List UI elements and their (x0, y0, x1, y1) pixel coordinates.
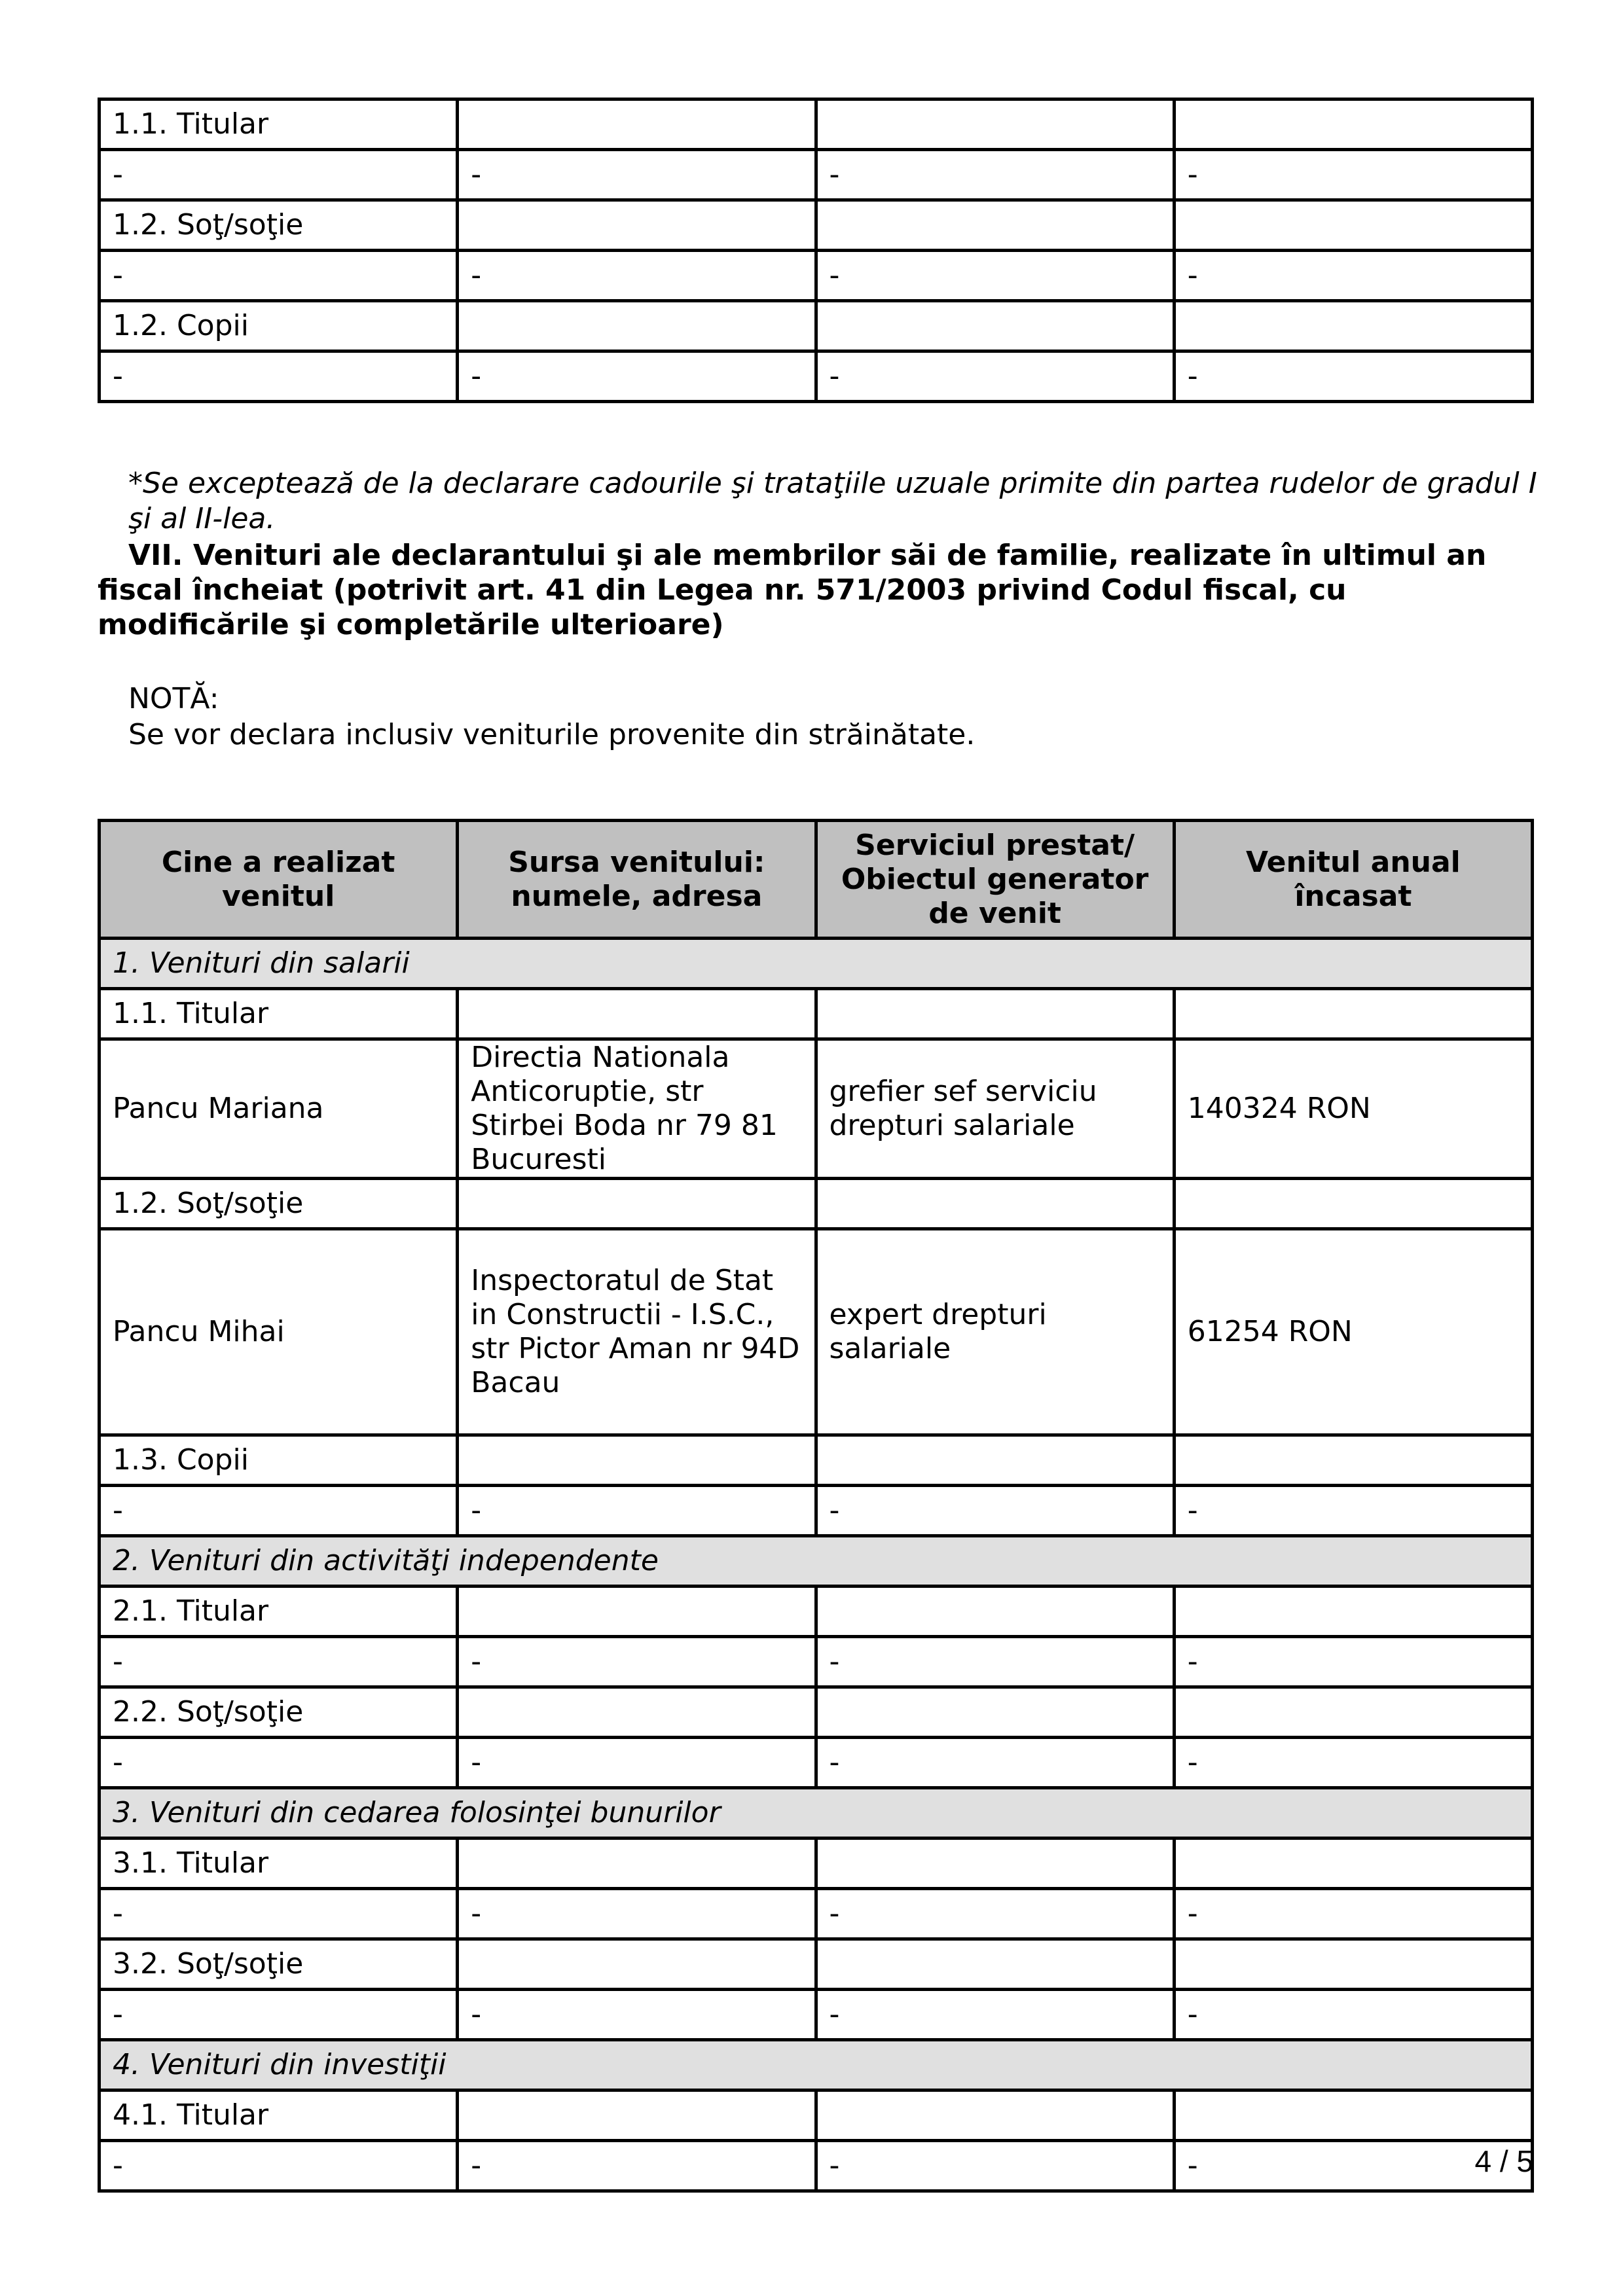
table-cell: - (100, 1889, 458, 1939)
table-row (100, 2141, 1533, 2191)
column-header: Venitul anual încasat (1174, 821, 1532, 939)
table-cell (1174, 301, 1532, 351)
table-row (100, 989, 1533, 1039)
table-row (100, 1839, 1533, 1889)
gifts-table (98, 98, 1534, 403)
table-cell: - (816, 1637, 1174, 1687)
table-cell (816, 2090, 1174, 2141)
note-title: NOTĂ: (128, 682, 219, 715)
table-cell: - (458, 1738, 816, 1788)
table-cell: - (100, 251, 458, 301)
table-cell (1174, 1687, 1532, 1738)
table-cell: 4.1. Titular (100, 2090, 458, 2141)
table-cell: 61254 RON (1174, 1229, 1532, 1435)
table-cell (1174, 1435, 1532, 1486)
table-cell: 140324 RON (1174, 1039, 1532, 1179)
table-cell (1174, 2090, 1532, 2141)
table-row (100, 1435, 1533, 1486)
table-cell: - (458, 251, 816, 301)
table-cell (816, 1179, 1174, 1229)
table-cell (1174, 1839, 1532, 1889)
table-cell: Pancu Mihai (100, 1229, 458, 1435)
table-header-row (100, 821, 1533, 939)
page-number: 4 / 5 (1474, 2144, 1533, 2178)
table-cell (458, 989, 816, 1039)
table-cell: 1.2. Soţ/soţie (100, 200, 458, 251)
table-cell (1174, 1939, 1532, 1990)
table-cell: - (1174, 2141, 1532, 2191)
table-row (100, 1179, 1533, 1229)
table-row (100, 1687, 1533, 1738)
note-text: Se vor declara inclusiv veniturile provenite din străinătate. (128, 718, 976, 751)
table-cell: Pancu Mariana (100, 1039, 458, 1179)
table-cell (1174, 1587, 1532, 1637)
table-row (100, 1039, 1533, 1179)
table-cell (458, 1839, 816, 1889)
table-cell: - (816, 1889, 1174, 1939)
table-cell (1174, 1179, 1532, 1229)
table-cell: 2.1. Titular (100, 1587, 458, 1637)
table-cell (816, 200, 1174, 251)
table-cell: - (458, 1637, 816, 1687)
table-cell (1174, 989, 1532, 1039)
table-cell: - (1174, 1889, 1532, 1939)
table-row (100, 1889, 1533, 1939)
table-cell: - (1174, 1486, 1532, 1536)
table-cell: - (816, 1990, 1174, 2040)
table-row (100, 1587, 1533, 1637)
table-cell: - (458, 351, 816, 402)
section-label: 3. Venituri din cedarea folosinţei bunurilor (100, 1788, 1533, 1839)
table-cell: - (816, 1738, 1174, 1788)
table-cell (816, 989, 1174, 1039)
table-cell: - (1174, 351, 1532, 402)
table-cell: - (100, 1738, 458, 1788)
table-cell (458, 301, 816, 351)
section-row (100, 1788, 1533, 1839)
section-row (100, 1536, 1533, 1587)
table-cell (816, 1839, 1174, 1889)
table-row (100, 1229, 1533, 1435)
table-cell (458, 1587, 816, 1637)
table-row (100, 200, 1533, 251)
table-cell: Inspectoratul de Stat in Constructii - I.S.C., str Pictor Aman nr 94D Bacau (458, 1229, 816, 1435)
table-cell: - (100, 1990, 458, 2040)
table-cell (458, 99, 816, 150)
section-heading: VII. Venituri ale declarantului şi ale membrilor săi de familie, realizate în ultimul an fiscal încheiat (potrivit art. 41 din Legea nr. 571/2003 privind Codul fiscal, cu modificările şi completările ulterioare) (98, 539, 1487, 641)
table-cell (816, 99, 1174, 150)
table-cell: 3.2. Soţ/soţie (100, 1939, 458, 1990)
table-cell: 1.2. Copii (100, 301, 458, 351)
table-cell (816, 1939, 1174, 1990)
column-header: Serviciul prestat/ Obiectul generator de venit (816, 821, 1174, 939)
section-label: 4. Venituri din investiţii (100, 2040, 1533, 2090)
table-row (100, 1486, 1533, 1536)
table-cell: - (100, 150, 458, 200)
table-cell: - (816, 2141, 1174, 2191)
income-table (98, 819, 1534, 2193)
table-cell: 1.1. Titular (100, 989, 458, 1039)
section-label: 2. Venituri din activităţi independente (100, 1536, 1533, 1587)
table-cell: - (458, 1990, 816, 2040)
table-row (100, 150, 1533, 200)
table-cell: - (1174, 1990, 1532, 2040)
table-cell (458, 1435, 816, 1486)
table-cell: 3.1. Titular (100, 1839, 458, 1889)
table-cell (458, 200, 816, 251)
table-cell: - (816, 351, 1174, 402)
table-row (100, 251, 1533, 301)
table-row (100, 1738, 1533, 1788)
table-row (100, 1637, 1533, 1687)
table-cell (458, 1179, 816, 1229)
table-cell (1174, 200, 1532, 251)
table-row (100, 301, 1533, 351)
table-cell: - (458, 1486, 816, 1536)
table-row (100, 1939, 1533, 1990)
table-cell (816, 301, 1174, 351)
table-cell: expert drepturi salariale (816, 1229, 1174, 1435)
table-cell (1174, 99, 1532, 150)
table-cell: 1.2. Soţ/soţie (100, 1179, 458, 1229)
column-header: Cine a realizat venitul (100, 821, 458, 939)
table-row (100, 99, 1533, 150)
table-cell (458, 1687, 816, 1738)
section-row (100, 2040, 1533, 2090)
table-cell: grefier sef serviciu drepturi salariale (816, 1039, 1174, 1179)
table-cell (458, 2090, 816, 2141)
table-cell: - (816, 150, 1174, 200)
table-cell: - (1174, 1637, 1532, 1687)
table-cell: - (816, 251, 1174, 301)
table-cell: 1.1. Titular (100, 99, 458, 150)
table-cell: - (458, 2141, 816, 2191)
footnote: *Se exceptează de la declarare cadourile şi trataţiile uzuale primite din partea rudelor de gradul I şi al II-lea. (128, 467, 1537, 535)
table-cell: Directia Nationala Anticoruptie, str Stirbei Boda nr 79 81 Bucuresti (458, 1039, 816, 1179)
section-row (100, 939, 1533, 989)
table-cell: 1.3. Copii (100, 1435, 458, 1486)
table-cell: - (100, 2141, 458, 2191)
table-cell: - (1174, 1738, 1532, 1788)
table-row (100, 1990, 1533, 2040)
table-cell: 2.2. Soţ/soţie (100, 1687, 458, 1738)
section-label: 1. Venituri din salarii (100, 939, 1533, 989)
table-cell: - (458, 1889, 816, 1939)
table-row (100, 2090, 1533, 2141)
table-cell (458, 1939, 816, 1990)
table-cell (816, 1587, 1174, 1637)
table-cell: - (100, 1637, 458, 1687)
table-cell (816, 1435, 1174, 1486)
table-cell: - (100, 1486, 458, 1536)
table-cell (816, 1687, 1174, 1738)
table-cell: - (458, 150, 816, 200)
table-row (100, 351, 1533, 402)
table-cell: - (1174, 251, 1532, 301)
column-header: Sursa venitului: numele, adresa (458, 821, 816, 939)
table-cell: - (816, 1486, 1174, 1536)
table-cell: - (1174, 150, 1532, 200)
table-cell: - (100, 351, 458, 402)
